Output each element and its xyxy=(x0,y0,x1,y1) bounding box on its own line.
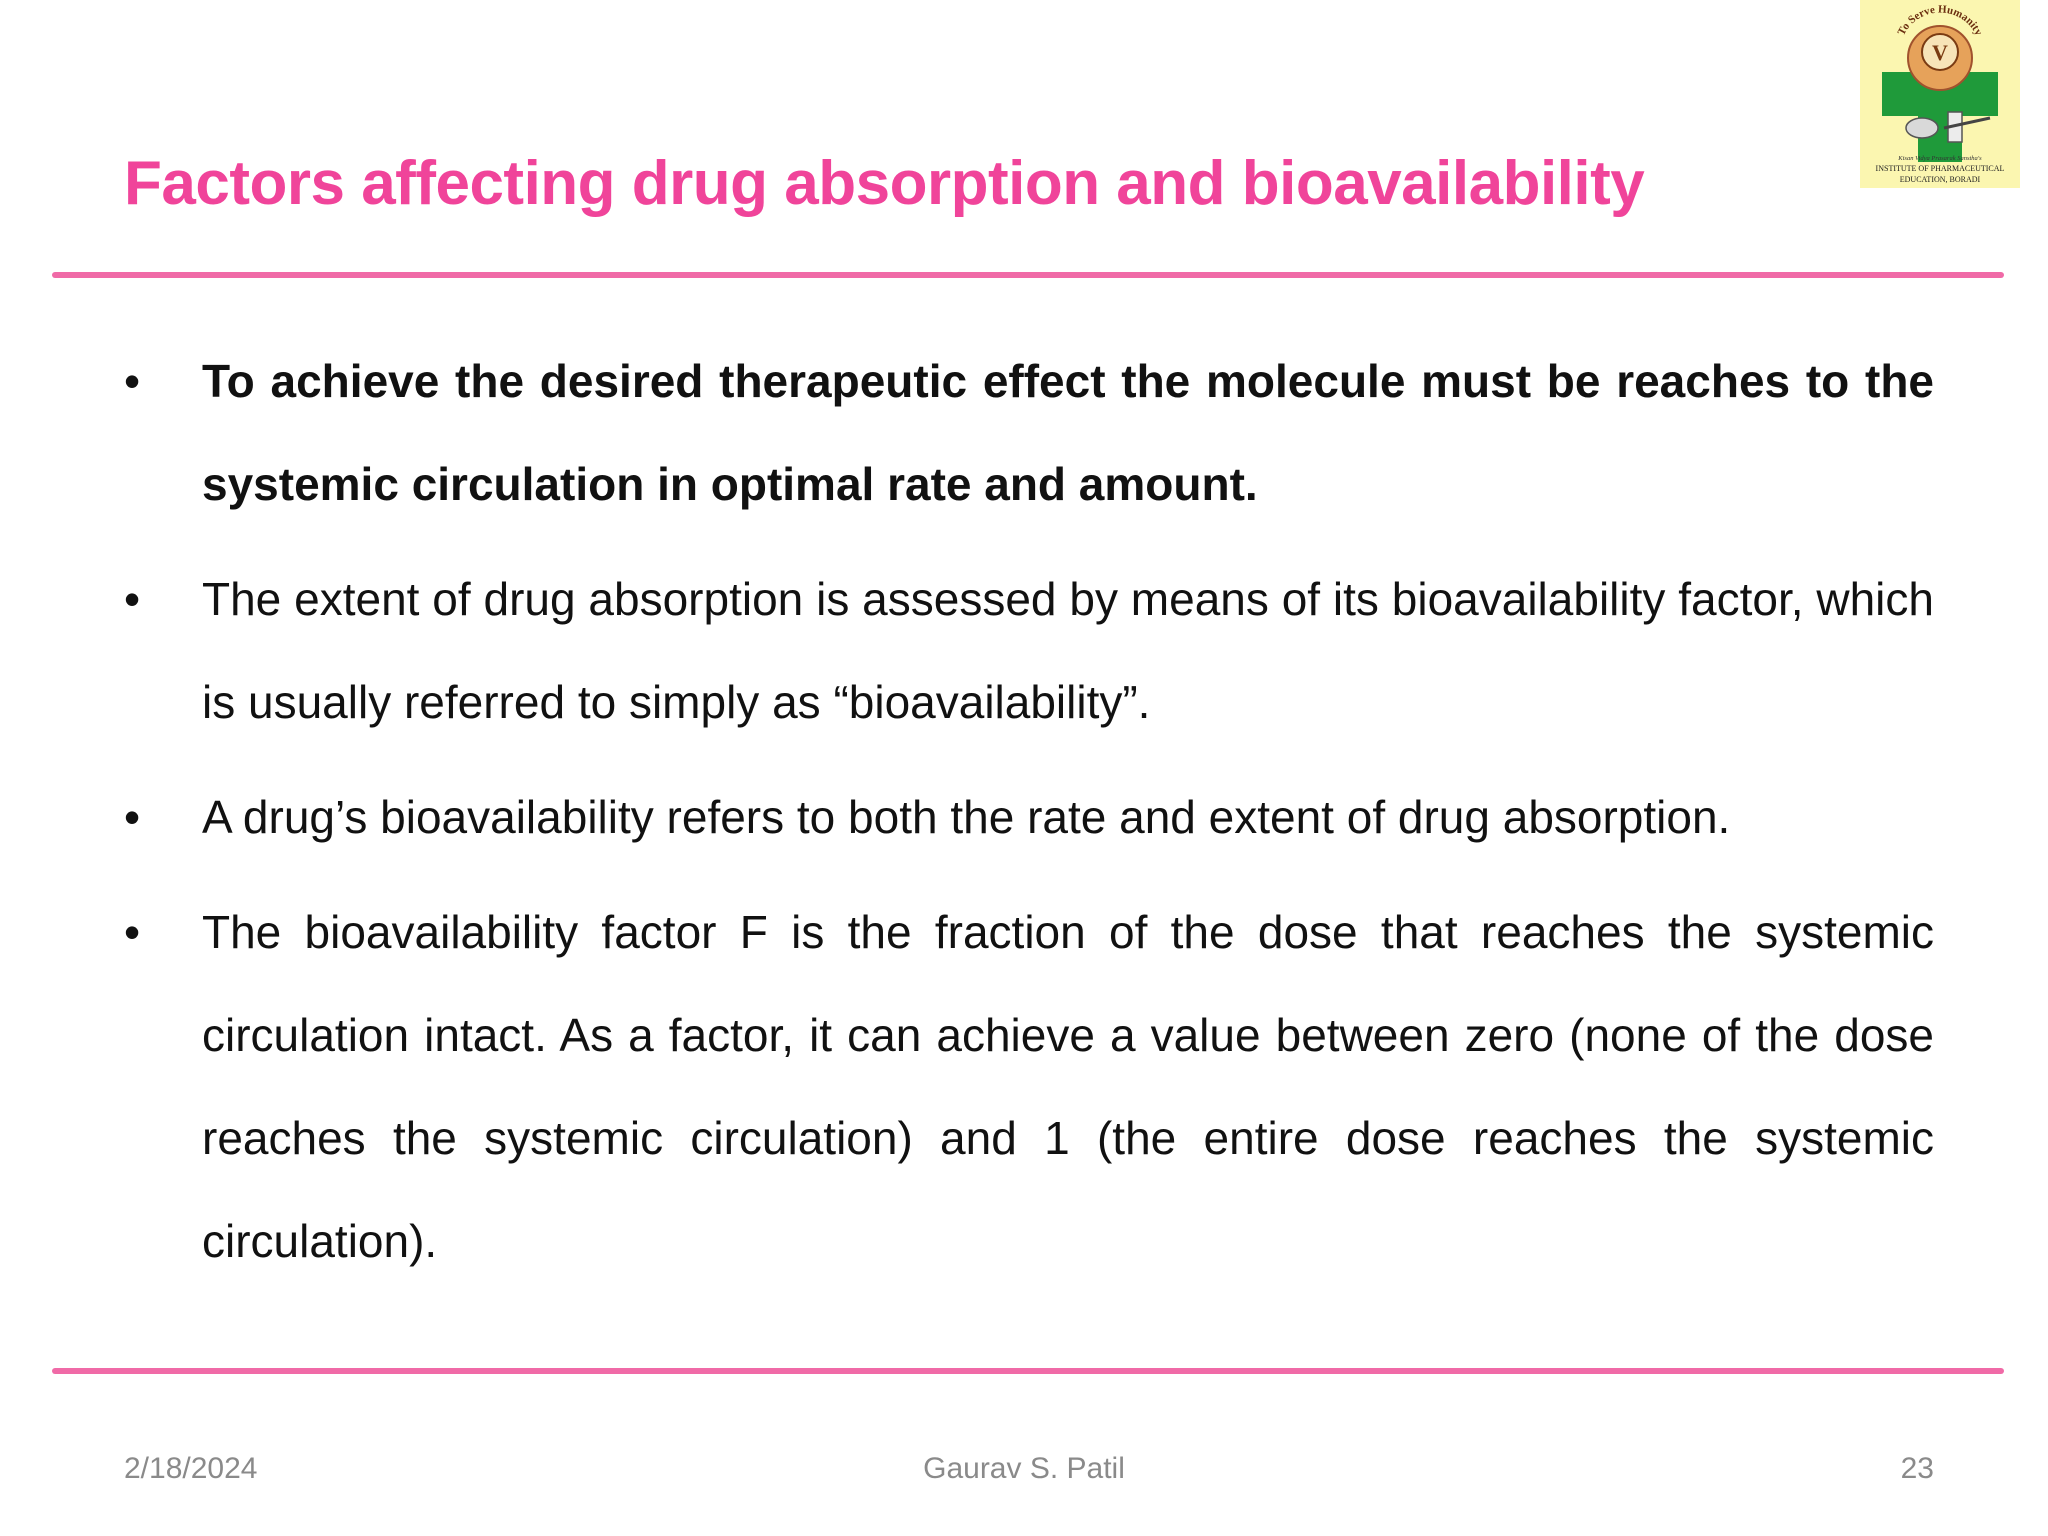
bullet-icon: • xyxy=(124,355,141,407)
bullet-text: The extent of drug absorption is assessed by means of its bioavailability factor, which is usually referred to simply as “bioavailability”. xyxy=(202,573,1934,728)
bullet-icon: • xyxy=(124,906,141,958)
bullet-icon: • xyxy=(124,573,141,625)
svg-text:Kisan Vidya Prasarak Sanstha's: Kisan Vidya Prasarak Sanstha's xyxy=(1898,155,1982,162)
institute-logo xyxy=(1860,0,2020,188)
bullet-item-4 xyxy=(124,881,1934,1293)
bullet-text: The bioavailability factor F is the fraction of the dose that reaches the systemic circulation intact. As a factor, it can achieve a value between zero (none of the dose reaches the systemic circulation) and 1 (the entire dose reaches the systemic circulation). xyxy=(202,906,1934,1267)
bullet-item-1 xyxy=(124,330,1934,536)
bullet-item-2 xyxy=(124,548,1934,754)
bullet-text: A drug’s bioavailability refers to both the rate and extent of drug absorption. xyxy=(202,791,1731,843)
slide-title: Factors affecting drug absorption and bioavailability xyxy=(124,149,1645,218)
svg-text:To Serve Humanity: To Serve Humanity xyxy=(1895,3,1985,38)
bullet-text: To achieve the desired therapeutic effect the molecule must be reaches to the systemic circulation in optimal rate and amount. xyxy=(202,355,1934,510)
bullet-list xyxy=(124,330,1934,1305)
bullet-item-3 xyxy=(124,766,1934,869)
title-divider xyxy=(52,272,2004,278)
footer-date: 2/18/2024 xyxy=(124,1452,258,1485)
svg-text:INSTITUTE OF PHARMACEUTICAL: INSTITUTE OF PHARMACEUTICAL xyxy=(1875,164,2005,173)
footer-divider xyxy=(52,1368,2004,1374)
footer-author: Gaurav S. Patil xyxy=(923,1452,1125,1485)
svg-text:EDUCATION, BORADI: EDUCATION, BORADI xyxy=(1899,175,1981,184)
page-number: 23 xyxy=(1900,1452,1934,1485)
svg-text:V: V xyxy=(1932,40,1948,65)
bullet-icon: • xyxy=(124,791,141,843)
logo-emblem-icon xyxy=(1860,0,2020,188)
